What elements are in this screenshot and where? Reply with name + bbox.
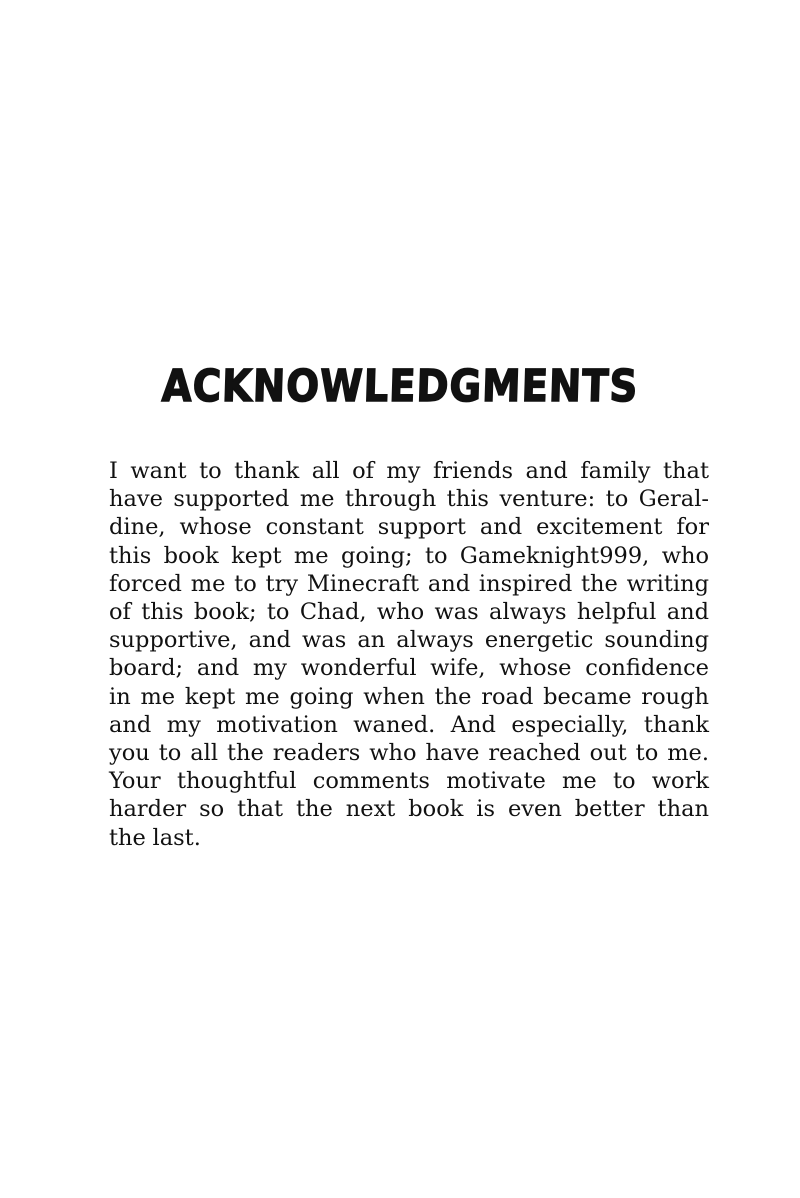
paragraph-line: dine, whose constant support and excitement for [109, 514, 709, 541]
paragraph-line: the last. [109, 824, 201, 851]
paragraph-line: board; and my wonderful wife, whose confidence [109, 655, 709, 682]
paragraph-line: harder so that the next book is even better than [109, 796, 709, 823]
paragraph-line: this book kept me going; to Gameknight999, who [109, 542, 709, 569]
paragraph-line: Your thoughtful comments motivate me to work [109, 768, 709, 795]
paragraph-line: and my motivation waned. And especially, thank [109, 711, 709, 738]
paragraph-line: forced me to try Minecraft and inspired the writing [109, 570, 709, 597]
paragraph-line: in me kept me going when the road became rough [109, 683, 709, 710]
paragraph-line: I want to thank all of my friends and family that [109, 458, 709, 484]
paragraph-line: of this book; to Chad, who was always helpful and [109, 599, 709, 626]
paragraph-line: supportive, and was an always energetic sounding [109, 627, 709, 654]
paragraph-line: you to all the readers who have reached out to me. [109, 740, 709, 767]
acknowledgments-paragraph [109, 457, 709, 852]
page-title: ACKNOWLEDGMENTS [161, 361, 639, 412]
paragraph-line: have supported me through this venture: to Geral- [109, 486, 709, 513]
